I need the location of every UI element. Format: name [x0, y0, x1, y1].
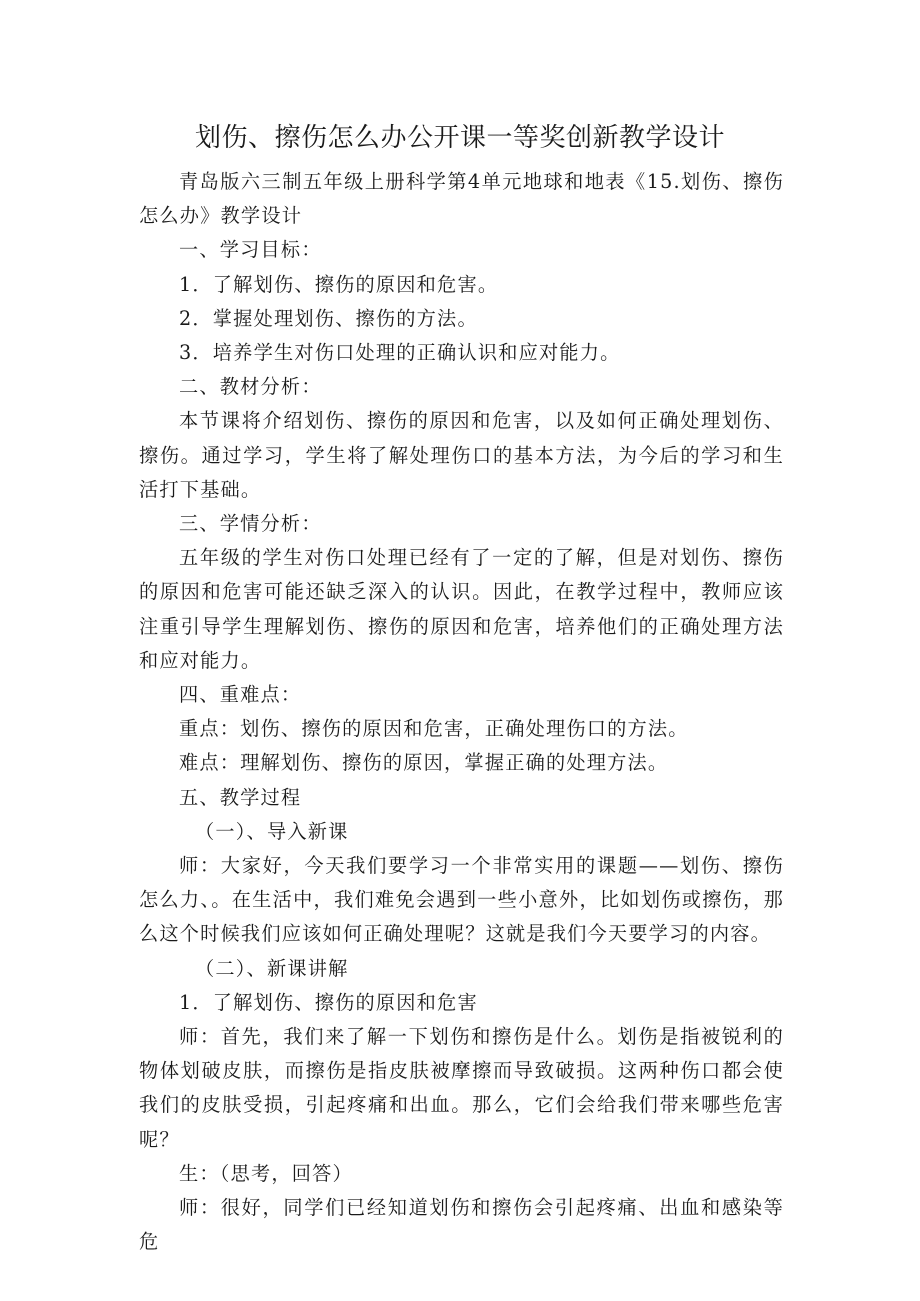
section-heading-objectives: 一、学习目标：: [179, 238, 322, 262]
student-paragraph: 生：（思考，回答）: [179, 1161, 353, 1185]
material-paragraph: 本节课将介绍划伤、擦伤的原因和危害，以及如何正确处理划伤、擦伤。通过学习，学生将了解处理伤口的基本方法，为今后的学习和生活打下基础。: [139, 409, 784, 501]
objective-item: 2．掌握处理划伤、擦伤的方法。: [179, 306, 478, 330]
subsection-heading-intro: （一）、导入新课: [195, 819, 349, 843]
objective-item: 1．了解划伤、擦伤的原因和危害。: [179, 272, 499, 296]
document-body: [139, 165, 784, 1260]
teacher-paragraph: 师：首先，我们来了解一下划伤和擦伤是什么。划伤是指被锐利的物体划破皮肤，而擦伤是指皮肤被摩擦而导致破损。这两种伤口都会使我们的皮肤受损，引起疼痛和出血。那么，它们会给我们带来哪些危害呢？: [139, 1025, 784, 1151]
section-heading-key-points: 四、重难点：: [179, 683, 302, 707]
key-point-paragraph: 重点：划伤、擦伤的原因和危害，正确处理伤口的方法。: [179, 717, 689, 741]
teacher-paragraph: 师：大家好，今天我们要学习一个非常实用的课题——划伤、擦伤怎么力、。在生活中，我们难免会遇到一些小意外，比如划伤或擦伤，那么这个时候我们应该如何正确处理呢？这就是我们今天要学习的内容。: [139, 854, 784, 946]
objective-item: 3．培养学生对伤口处理的正确认识和应对能力。: [179, 341, 621, 365]
students-paragraph: 五年级的学生对伤口处理已经有了一定的了解，但是对划伤、擦伤的原因和危害可能还缺乏深入的认识。因此，在教学过程中，教师应该注重引导学生理解划伤、擦伤的原因和危害，培养他们的正确处理方法和应对能力。: [139, 546, 784, 672]
teacher-paragraph: 师：很好，同学们已经知道划伤和擦伤会引起疼痛、出血和感染等危: [139, 1196, 784, 1254]
intro-paragraph: 青岛版六三制五年级上册科学第4单元地球和地表《15.划伤、擦伤怎么办》教学设计: [139, 170, 784, 228]
lesson-point: 1．了解划伤、擦伤的原因和危害: [179, 990, 478, 1014]
subsection-heading-new-lesson: （二）、新课讲解: [195, 956, 349, 980]
document-title: 划伤、擦伤怎么办公开课一等奖创新教学设计: [194, 123, 725, 153]
section-heading-material: 二、教材分析：: [179, 375, 322, 399]
section-heading-process: 五、教学过程: [179, 785, 302, 809]
difficulty-paragraph: 难点：理解划伤、擦伤的原因，掌握正确的处理方法。: [179, 751, 669, 775]
section-heading-students: 三、学情分析：: [179, 512, 322, 536]
